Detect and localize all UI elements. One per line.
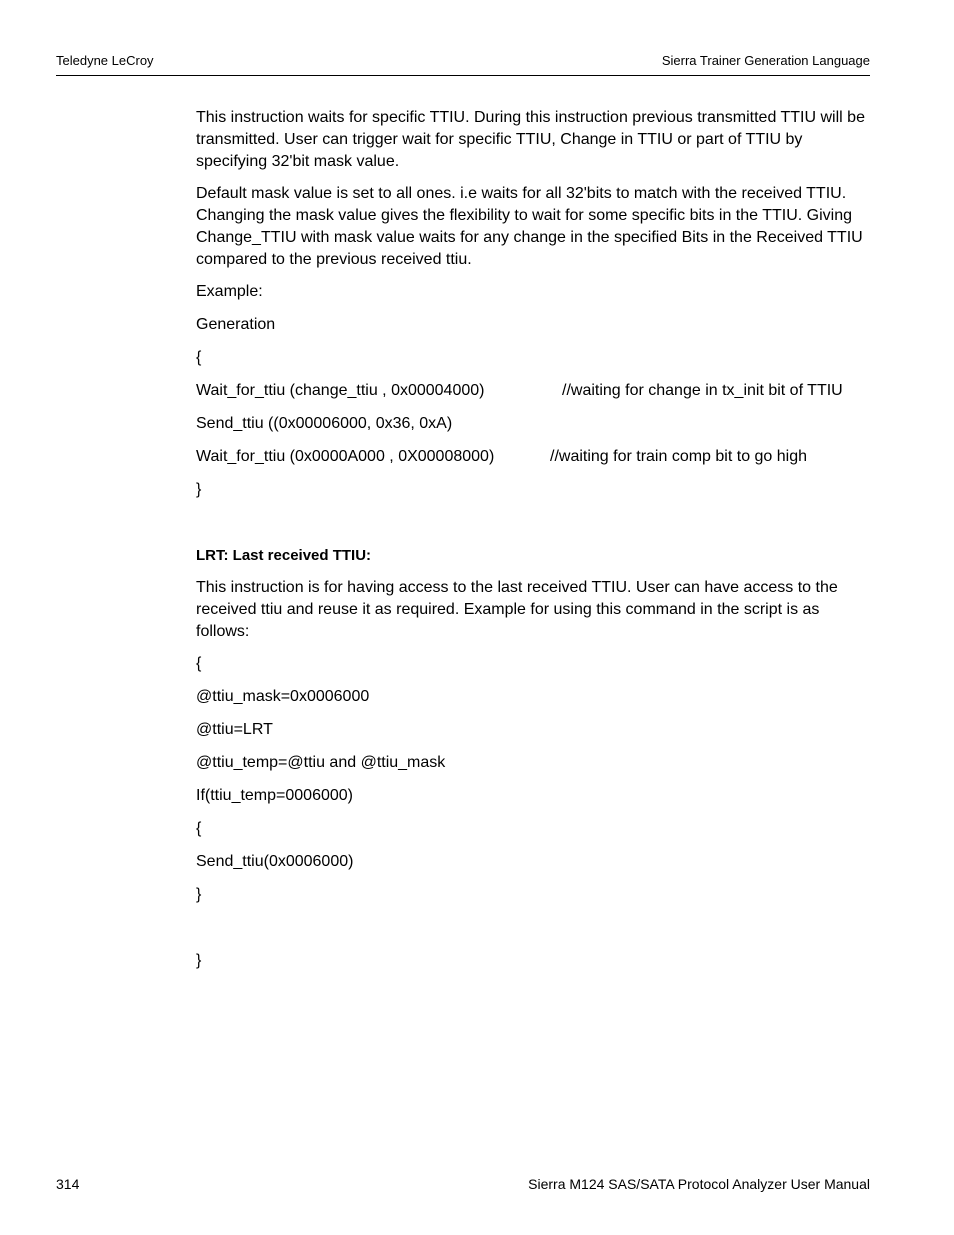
blank-line <box>196 917 872 950</box>
paragraph-wait-description: This instruction waits for specific TTIU. During this instruction previous transmitted TTIU will be transmitted. User can trigger wait for specific TTIU, Change in TTIU or part of TTIU by specifying 32'bit mask value. <box>196 109 865 170</box>
code-line: } <box>196 886 202 903</box>
code-final-brace: } <box>196 952 202 969</box>
code-line-wait-change <box>196 380 872 413</box>
code-line: If(ttiu_temp=0006000) <box>196 787 353 804</box>
header-section-title: Sierra Trainer Generation Language <box>661 53 870 68</box>
code-line: { <box>196 655 202 672</box>
code-comment: //waiting for change in tx_init bit of TTIU <box>562 382 843 399</box>
code-generation: Generation <box>196 316 276 333</box>
section-heading-lrt: LRT: Last received TTIU: <box>196 547 372 564</box>
code-close-brace: } <box>196 481 202 498</box>
code-open-brace: { <box>196 349 202 366</box>
code-line-wait-mask <box>196 446 872 479</box>
header-company: Teledyne LeCroy <box>56 53 154 68</box>
code-line: @ttiu_mask=0x0006000 <box>196 688 370 705</box>
example-label: Example: <box>196 283 263 300</box>
paragraph-mask-description: Default mask value is set to all ones. i.e waits for all 32'bits to match with the received TTIU. Changing the mask value gives the flexibility to wait for some specific bits in the TTIU. Giving Change_TTIU with mask value waits for any change in the specified Bits in the Received TTIU compared to the previous received ttiu. <box>196 185 863 268</box>
manual-title: Sierra M124 SAS/SATA Protocol Analyzer User Manual <box>528 1176 870 1192</box>
code-line: Send_ttiu(0x0006000) <box>196 853 354 870</box>
code-text: Wait_for_ttiu (0x0000A000 , 0X00008000) <box>196 448 495 465</box>
page-header <box>56 53 870 76</box>
code-line-send: Send_ttiu ((0x00006000, 0x36, 0xA) <box>196 415 453 432</box>
code-line: @ttiu=LRT <box>196 721 273 738</box>
code-line: { <box>196 820 202 837</box>
code-line: @ttiu_temp=@ttiu and @ttiu_mask <box>196 754 446 771</box>
paragraph-lrt-description: This instruction is for having access to the last received TTIU. User can have access to the received ttiu and reuse it as required. Example for using this command in the script is as follows: <box>196 579 838 640</box>
page-number: 314 <box>56 1176 80 1192</box>
page-content <box>196 107 872 983</box>
code-comment: //waiting for train comp bit to go high <box>550 448 808 465</box>
code-text: Wait_for_ttiu (change_ttiu , 0x00004000) <box>196 382 485 399</box>
